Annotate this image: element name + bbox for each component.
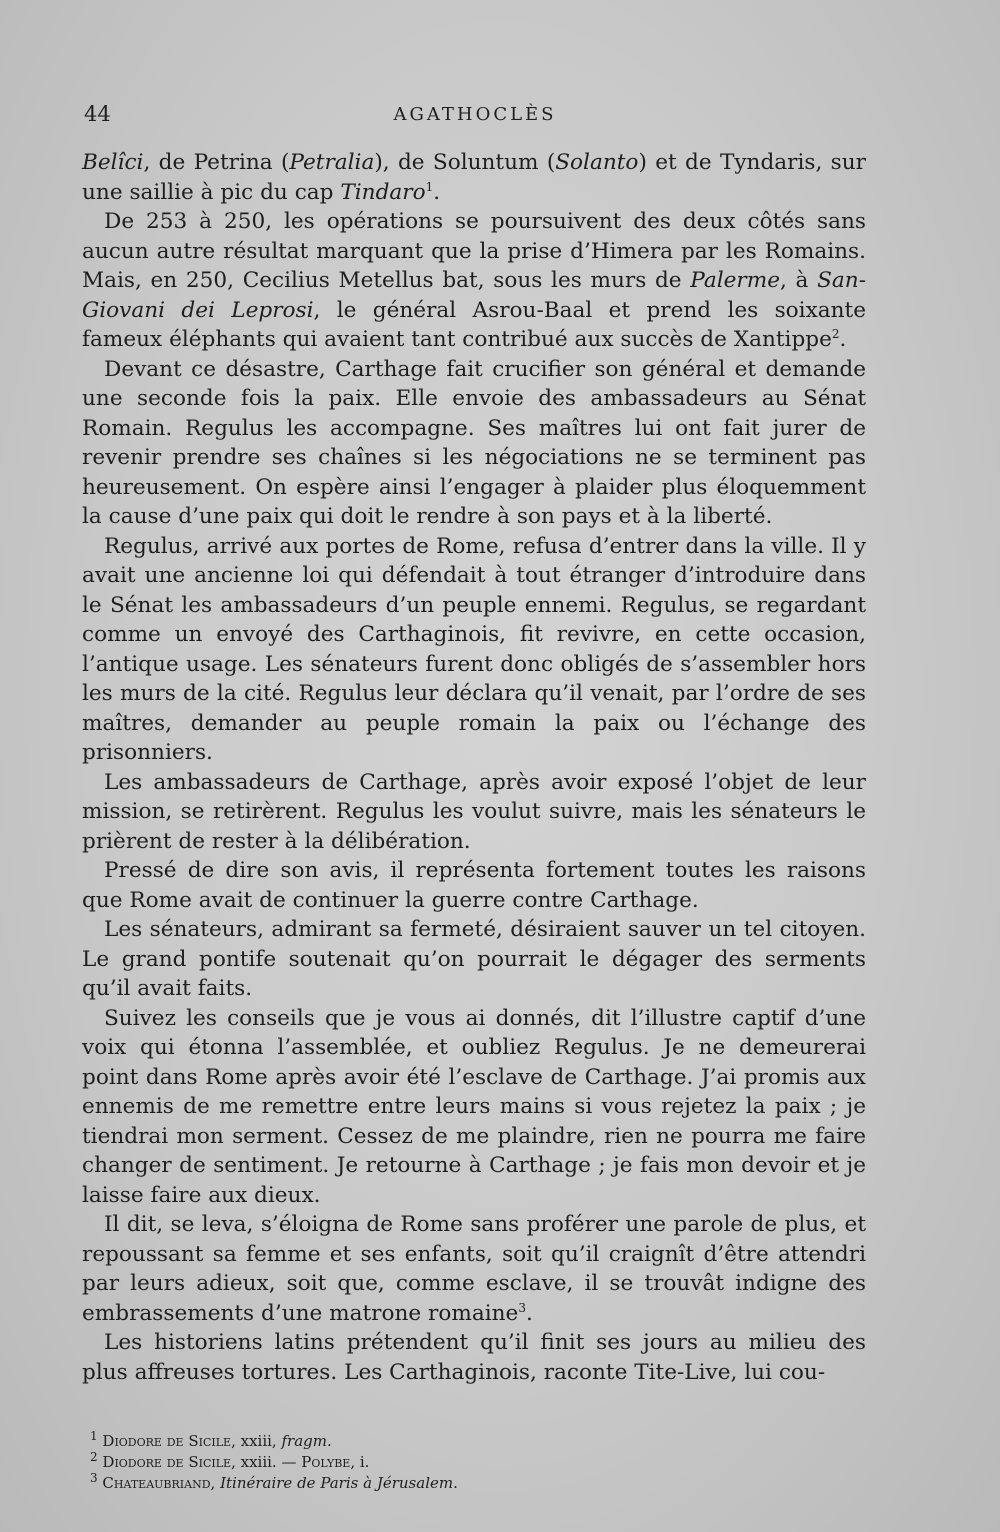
paragraph (82, 915, 866, 1004)
footnote-marker: 2 (90, 1450, 98, 1464)
text-run: . (525, 1300, 533, 1326)
italic-text: Palerme (690, 268, 780, 293)
footnote-marker: 2 (831, 326, 840, 341)
text-run: ), de Soluntum ( (374, 150, 556, 175)
text-run: , xxiii. — (231, 1453, 302, 1471)
body-text (82, 148, 866, 1387)
paragraph (82, 856, 866, 915)
text-run: Pressé de dire son avis, il représenta fortement toutes les raisons que Rome avait de continuer la guerre contre Carthage. (82, 858, 866, 913)
italic-text: Belîci (82, 150, 144, 175)
italic-text: Itinéraire de Paris à Jérusalem (220, 1474, 454, 1492)
small-caps-text: Diodore de Sicile (102, 1453, 232, 1471)
text-run: Regulus, arrivé aux portes de Rome, refusa d’entrer dans la ville. Il y avait une ancienne loi qui défendait à tout étranger d’introduire dans le Sénat les ambassadeurs d’un peuple ennemi. Regulus, se regardant comme un envoyé des Carthaginois, fit revivre, en cette occasion, l’antique usage. Les sénateurs furent donc obligés de s’assembler hors les murs de la cité. Regulus leur déclara qu’il venait, par l’ordre de ses maîtres, demander au peuple romain la paix ou l’échange des prisonniers. (82, 533, 866, 765)
text-run: . (839, 327, 847, 352)
footnote (90, 1452, 790, 1473)
footnote (90, 1431, 790, 1452)
text-run: Les sénateurs, admirant sa fermeté, désiraient sauver un tel citoyen. Le grand pontife soutenait qu’on pourrait le dégager des serments qu’il avait faits. (82, 917, 866, 1001)
text-run: , le général Asrou-Baal et prend les soixante fameux éléphants qui avaient tant contribué aux succès de Xantippe (82, 297, 866, 352)
footnote (90, 1473, 790, 1494)
italic-text: fragm. (281, 1432, 332, 1450)
italic-text: Tindaro (340, 179, 426, 205)
page-number: 44 (84, 102, 111, 126)
small-caps-text: Diodore de Sicile (102, 1432, 232, 1450)
text-run: Les ambassadeurs de Carthage, après avoir exposé l’objet de leur mission, se retirèrent. Regulus les voulut suivre, mais les sénateurs le prièrent de rester à la délibération. (82, 769, 866, 854)
footnote-marker: 3 (90, 1471, 98, 1485)
italic-text: San-Giovani dei Leprosi (82, 268, 866, 323)
footnote-marker: 3 (518, 1300, 526, 1315)
italic-text: Solanto (555, 150, 639, 175)
text-run: . (433, 179, 441, 205)
text-run: , xxiii, (231, 1432, 282, 1450)
text-run: , de Petrina ( (143, 150, 290, 175)
paragraph (82, 148, 866, 207)
running-title: AGATHOCLÈS (393, 104, 557, 125)
footnote-marker: 1 (90, 1429, 98, 1443)
text-run: , i. (350, 1453, 370, 1471)
text-run: De 253 à 250, les opérations se poursuivent des deux côtés sans aucun autre résultat marquant que la prise d’Himera par les Romains. Mais, en 250, Cecilius Metellus bat, sous les murs de (82, 209, 866, 293)
text-run: . (453, 1474, 458, 1492)
paragraph (82, 1328, 866, 1387)
paragraph (82, 1210, 866, 1328)
small-caps-text: Chateaubriand (102, 1474, 211, 1492)
footnotes (90, 1431, 790, 1494)
paragraph (82, 1004, 866, 1211)
paragraph (82, 532, 866, 768)
small-caps-text: Polybe (301, 1453, 351, 1471)
running-head (84, 102, 866, 132)
paragraph (82, 207, 866, 355)
paragraph (82, 768, 866, 857)
italic-text: Petralia (289, 150, 375, 175)
text-run: Les historiens latins prétendent qu’il finit ses jours au milieu des plus affreuses tortures. Les Carthaginois, raconte Tite-Live, lui cou- (82, 1330, 866, 1385)
paragraph (82, 355, 866, 532)
text-run: Il dit, se leva, s’éloigna de Rome sans proférer une parole de plus, et repoussant sa femme et ses enfants, soit qu’il craignît d’être attendri par leurs adieux, soit que, comme esclave, il se trouvât indigne des embrassements d’une matrone romaine (82, 1212, 866, 1326)
text-run: Devant ce désastre, Carthage fait crucifier son général et demande une seconde fois la paix. Elle envoie des ambassadeurs au Sénat Romain. Regulus les accompagne. Ses maîtres lui ont fait jurer de revenir prendre ses chaînes si les négociations ne se terminent pas heureusement. On espère ainsi l’engager à plaider plus éloquemment la cause d’une paix qui doit le rendre à son pays et à la liberté. (82, 356, 866, 529)
text-run: Suivez les conseils que je vous ai donnés, dit l’illustre captif d’une voix qui étonna l’assemblée, et oubliez Regulus. Je ne demeurerai point dans Rome après avoir été l’esclave de Carthage. J’ai promis aux ennemis de me remettre entre leurs mains si vous rejetez la paix ; je tiendrai mon serment. Cessez de me plaindre, rien ne pourra me faire changer de sentiment. Je retourne à Carthage ; je fais mon devoir et je laisse faire aux dieux. (82, 1005, 866, 1208)
text-run: ) et de Tyndaris, sur une saillie à pic du cap (82, 150, 866, 205)
text-run: , à (779, 268, 818, 293)
footnote-marker: 1 (425, 179, 434, 194)
text-run: , (210, 1474, 221, 1492)
